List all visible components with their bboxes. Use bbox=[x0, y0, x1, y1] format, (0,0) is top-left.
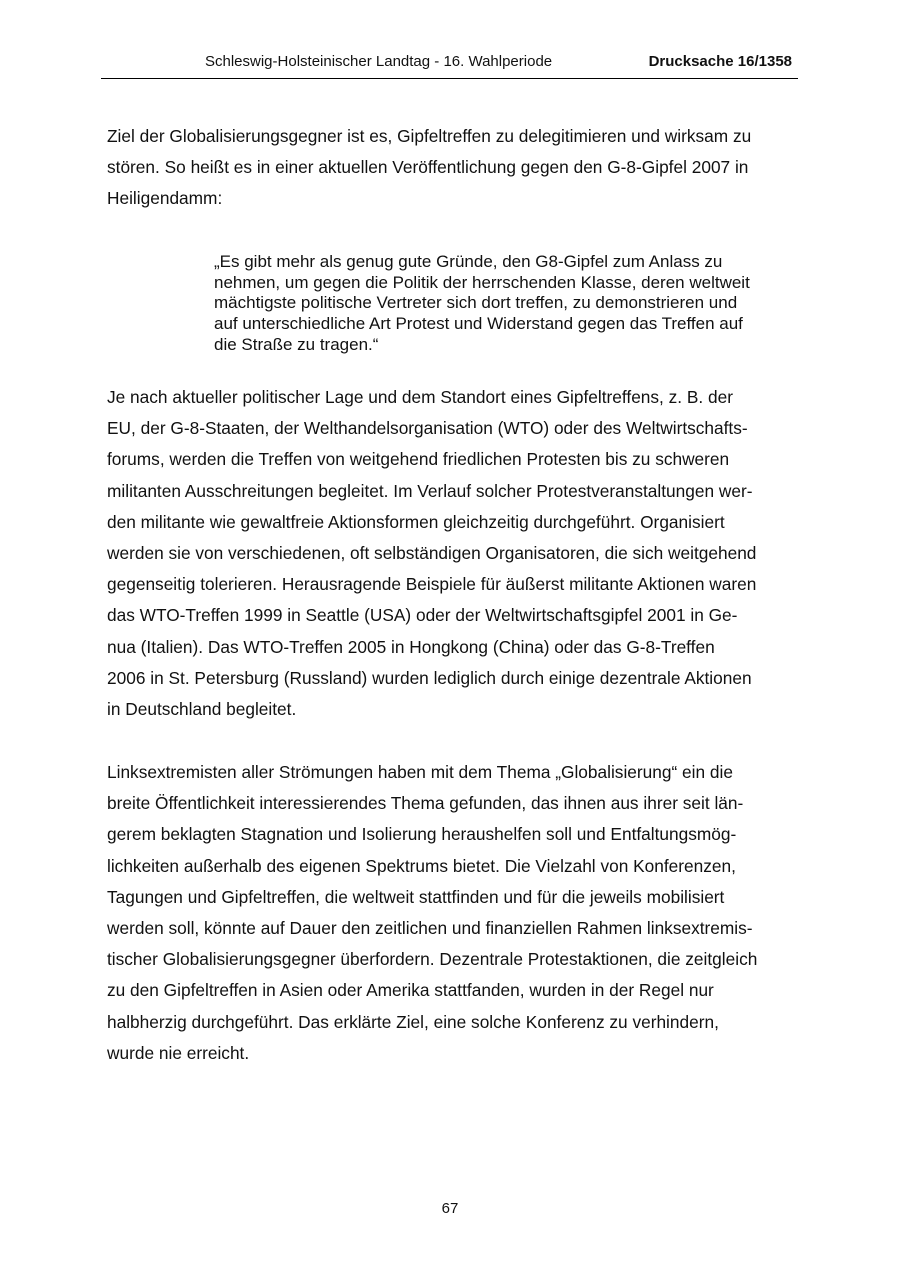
header-document-number: Drucksache 16/1358 bbox=[648, 53, 792, 70]
body-paragraph-3: Linksextremisten aller Strömungen haben mit dem Thema „Globalisierung“ ein die breite Öffentlichkeit interessierendes Thema gefunden, das ihnen aus ihrer seit län- gerem beklagten Stagnation und Isolierung heraushelfen soll und Entfaltungsmög- lichkeiten außerhalb des eigenen Spektrums bietet. Die Vielzahl von Konferenzen, Tagungen und Gipfeltreffen, die weltweit stattfinden und für die jeweils mobilisiert werden soll, könnte auf Dauer den zeitlichen und finanziellen Rahmen linksextremis- tischer Globalisierungsgegner überfordern. Dezentrale Protestaktionen, die zeitgleich zu den Gipfeltreffen in Asien oder Amerika stattfanden, wurden in der Regel nur halbherzig durchgeführt. Das erklärte Ziel, eine solche Konferenz zu verhindern, wurde nie erreicht. bbox=[107, 762, 758, 1063]
page-header bbox=[101, 52, 798, 79]
body-paragraph-2: Je nach aktueller politischer Lage und dem Standort eines Gipfeltreffens, z. B. der EU, der G-8-Staaten, der Welthandelsorganisation (WTO) oder des Weltwirtschafts- forums, werden die Treffen von weitgehend friedlichen Protesten bis zu schweren militanten Ausschreitungen begleitet. Im Verlauf solcher Protestveranstaltungen wer- den militante wie gewaltfreie Aktionsformen gleichzeitig durchgeführt. Organisiert werden sie von verschiedenen, oft selbständigen Organisatoren, die sich weitgehend gegenseitig tolerieren. Herausragende Beispiele für äußerst militante Aktionen waren das WTO-Treffen 1999 in Seattle (USA) oder der Weltwirtschaftsgipfel 2001 in Ge- nua (Italien). Das WTO-Treffen 2005 in Hongkong (China) oder das G-8-Treffen 2006 in St. Petersburg (Russland) wurden lediglich durch einige dezentrale Aktionen in Deutschland begleitet. bbox=[107, 387, 757, 720]
body-paragraph-1: Ziel der Globalisierungsgegner ist es, Gipfeltreffen zu delegitimieren und wirksam zu stören. So heißt es in einer aktuellen Veröffentlichung gegen den G-8-Gipfel 2007 in Heiligendamm: bbox=[107, 126, 752, 209]
header-title: Schleswig-Holsteinischer Landtag - 16. Wahlperiode bbox=[205, 53, 553, 70]
page-number: 67 bbox=[441, 1200, 459, 1217]
block-quote: „Es gibt mehr als genug gute Gründe, den G8-Gipfel zum Anlass zu nehmen, um gegen die Politik der herrschenden Klasse, deren weltweit mächtigste politische Vertreter sich dort treffen, zu demonstrieren und auf unterschiedliche Art Protest und Widerstand gegen das Treffen auf die Straße zu tragen.“ bbox=[214, 252, 750, 354]
